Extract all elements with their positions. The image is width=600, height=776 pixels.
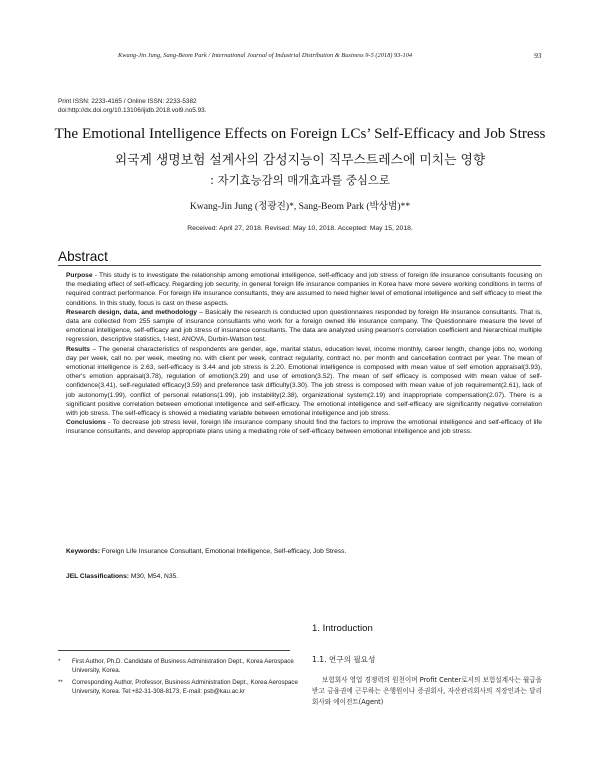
footnote-text: Corresponding Author, Professor, Business Administration Dept., Korea Aerospace University, Korea. Tel:+82-31-308-8173, E-mail: psb@kau.ac.kr	[72, 679, 298, 695]
doi-line[interactable]: doi:http://dx.doi.org/10.13106/ijidb.2018.vol9.no5.93.	[58, 106, 207, 114]
page-number: 93	[534, 51, 542, 60]
running-header-text: Kwang-Jin Jung, Sang-Beom Park / International Journal of Industrial Distribution & Business 9-5 (2018) 93-104	[118, 52, 413, 59]
purpose-text: - This study is to investigate the relationship among emotional intelligence, self-efficacy and job stress of foreign life insurance consultants focusing on the mediating effect of self-efficacy. Regarding job security, in general foreign life insurance companies in Korea have more severe working conditions in terms of required contract performance. For foreign life insurance consultants, they are assumed to need higher level of emotional intelligence and self efficacy to meet the conditions. In this study, focus is cast on these aspects.	[66, 272, 542, 307]
design-label: Research design, data, and methodology	[66, 308, 197, 316]
issn-line: Print ISSN: 2233-4165 / Online ISSN: 2233-5382	[58, 98, 197, 105]
jel-text: M30, M54, N35.	[129, 573, 179, 580]
authors: Kwang-Jin Jung (정광진)*, Sang-Beom Park (박상범)**	[189, 201, 411, 212]
jel-label: JEL Classifications:	[66, 573, 129, 580]
conclusions-label: Conclusions	[66, 419, 106, 427]
results-text: – The general characteristics of respondents are gender, age, marital status, education level, income monthly, career length, change jobs no, working day per week, call no. per week, meeting no. with client per week, contract regularity, contract no. per month and cancellation contract per year. The mean of emotional intelligence is 2.63, self-efficacy is 3.44 and job stress is 2.20. Emotional intelligence is composed with mean value of self emotion appraisal(3.93), other's emotion appraisal(3.78), regulation of emotion(3.29) and use of emotion(3.52). The mean of self efficacy is composed with mean value of self-confidence(3.41), self-regulated efficacy(3.59) and preference task difficulty(3.30). The job stress is composed with mean value of job requirement(2.61), lack of job autonomy(1.99), conflict of personal relations(1.99), job instability(2.38), organizational system(2.19) and inappropriate compensation(2.07). There is a significant positive correlation between emotional intelligence and self-efficacy. The emotional intelligence and self-efficacy are significantly negative correlation with job stress. The self-efficacy is showed a mediating variable between emotional intelligence and job stress.	[66, 345, 542, 418]
conclusions-text: - To decrease job stress level, foreign life insurance company should find the factors to improve the emotional intelligence and self-efficacy of life insurance consultants, and develop appropriate plans using a mediating role of self-efficacy between emotional intelligence and job stress.	[66, 419, 542, 436]
subsection-heading: 1.1. 연구의 필요성	[312, 655, 376, 664]
title-block	[0, 125, 600, 188]
purpose-label: Purpose	[66, 272, 93, 279]
results-label: Results	[66, 345, 90, 353]
footnote-first-author	[58, 658, 298, 675]
abstract-heading: Abstract	[58, 249, 108, 264]
paper-title-korean: 외국계 생명보험 설계사의 감성지능이 직무스트레스에 미치는 영향	[114, 153, 486, 168]
keywords-text: Foreign Life Insurance Consultant, Emotional Intelligence, Self-efficacy, Job Stress.	[99, 548, 347, 555]
paper-subtitle-korean: : 자기효능감의 매개효과를 중심으로	[210, 173, 390, 187]
submission-dates: Received: April 27, 2018. Revised: May 10, 2018. Accepted: May 15, 2018.	[187, 225, 413, 232]
introduction-paragraph: 보험회사 영업 경쟁력의 원천이며 Profit Center로서의 보험설계사는 월급을 받고 금융권에 근무하는 은행원이나 증권회사, 자산관리회사의 직장인과는 달리 회사와 에이전트(Agent)	[312, 676, 542, 707]
keywords-label: Keywords:	[66, 548, 100, 555]
abstract-results	[66, 345, 542, 419]
footnote-mark: *	[58, 658, 61, 665]
issn-block	[58, 98, 207, 115]
footnote-mark: **	[58, 679, 63, 687]
footnote-corresponding-author	[58, 679, 298, 696]
abstract-design	[66, 308, 542, 345]
abstract-divider	[58, 265, 541, 266]
footnotes	[58, 658, 298, 700]
footnote-text: First Author, Ph.D. Candidate of Business Administration Dept., Korea Aerospace University, Korea.	[72, 658, 294, 674]
jel-classifications	[66, 573, 542, 580]
abstract-body	[66, 271, 542, 437]
footnote-divider	[58, 650, 290, 651]
abstract-purpose	[66, 271, 542, 308]
section-heading-introduction: 1. Introduction	[312, 623, 373, 634]
paper-title-english: The Emotional Intelligence Effects on Foreign LCs’ Self-Efficacy and Job Stress	[54, 125, 546, 142]
design-text: – Basically the research is conducted upon questionnaires responded by foreign life insurance consultants. That is, data are collected from 255 sample of insurance consultants who work for a foreign owned life insurance company. The Questionnaire measure the level of emotional intelligence, self-efficacy and job stress of insurance consultants. The data are analyzed using pearson's correlation coefficient and hierarchical multiple regression, descriptive statistics, t-test, ANOVA, Durbin-Watson test.	[66, 308, 542, 344]
keywords	[66, 548, 542, 555]
abstract-conclusions	[66, 418, 542, 436]
